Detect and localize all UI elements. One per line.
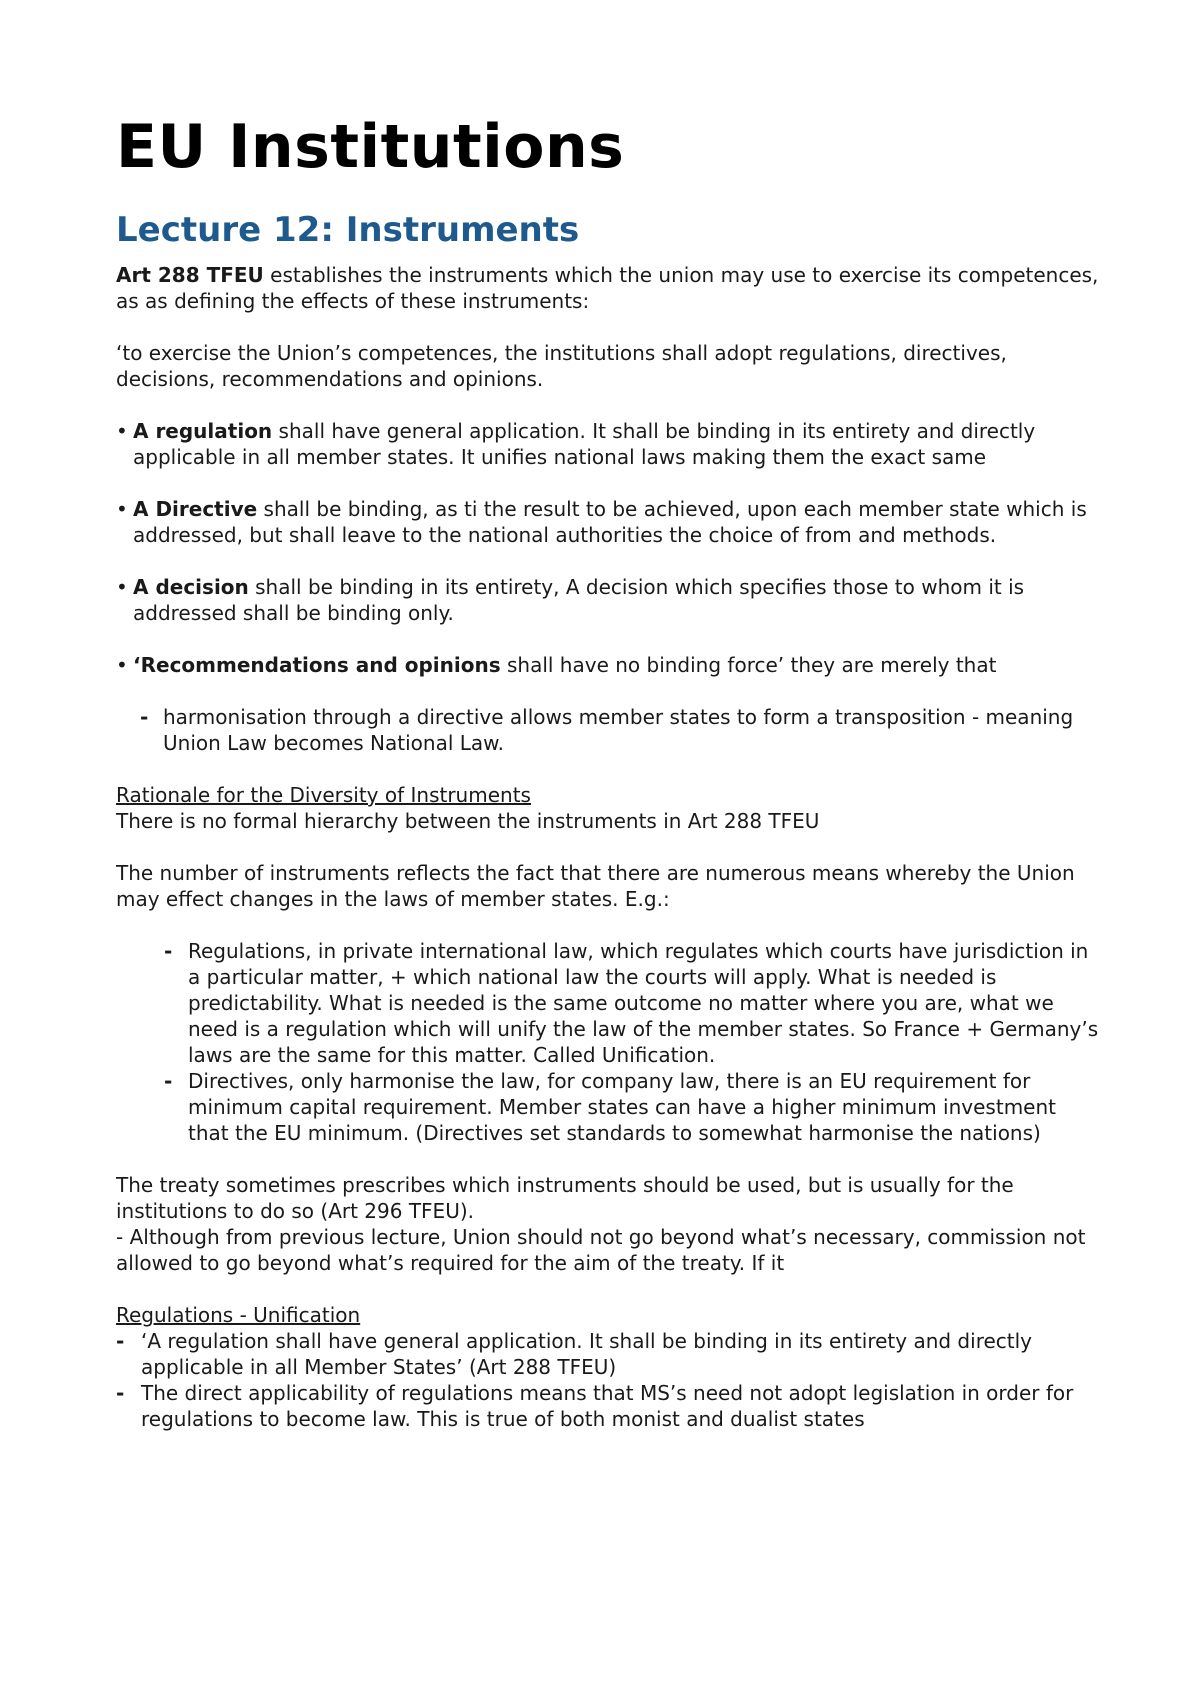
intro-text: establishes the instruments which the union may use to exercise its competences, as as defining the effects of these instruments:: [116, 263, 1099, 313]
dash-icon: -: [140, 705, 149, 729]
bullet-item-recommendations: [116, 652, 1101, 678]
sub-point-harmonisation: [116, 704, 1101, 756]
bullet-bold: A regulation: [133, 419, 273, 443]
regulations-item-general-application: [116, 1328, 1101, 1380]
bullet-icon: •: [116, 497, 128, 521]
bullet-item-directive: [116, 496, 1101, 548]
rationale-item-text: Regulations, in private international law, which regulates which courts have jurisdiction in a particular matter, + which national law the courts will apply. What is needed is predictability. What is needed is the same outcome no matter where you are, what we need is a regulation which will unify the law of the member states. So France + Germany’s laws are the same for this matter. Called Unification.: [188, 939, 1099, 1067]
bullet-text: shall be binding in its entirety, A decision which specifies those to whom it is addressed shall be binding only.: [133, 575, 1025, 625]
rationale-item-regulations: [116, 938, 1101, 1068]
bullet-icon: •: [116, 653, 128, 677]
bullet-icon: •: [116, 575, 128, 599]
document-body: [116, 262, 1101, 1432]
document-title: EU Institutions: [116, 112, 625, 182]
intro-bold: Art 288 TFEU: [116, 263, 264, 287]
bullet-text: shall be binding, as ti the result to be achieved, upon each member state which is addressed, but shall leave to the national authorities the choice of from and methods.: [133, 497, 1087, 547]
bullet-item-regulation: [116, 418, 1101, 470]
regulations-item-text: ‘A regulation shall have general application. It shall be binding in its entirety and directly applicable in all Member States’ (Art 288 TFEU): [141, 1329, 1033, 1379]
bullet-icon: •: [116, 419, 128, 443]
sub-point-text: harmonisation through a directive allows member states to form a transposition - meaning Union Law becomes National Law.: [163, 705, 1074, 755]
treaty-line-2: - Although from previous lecture, Union should not go beyond what’s necessary, commission not allowed to go beyond what’s required for the aim of the treaty. If it: [116, 1225, 1086, 1275]
dash-icon: -: [164, 1069, 173, 1093]
intro-paragraph: [116, 262, 1101, 314]
bullet-text: shall have no binding force’ they are merely that: [500, 653, 997, 677]
lecture-heading: Lecture 12: Instruments: [116, 210, 580, 250]
quote-paragraph: ‘to exercise the Union’s competences, the institutions shall adopt regulations, directives, decisions, recommendations and opinions.: [116, 341, 1007, 391]
rationale-heading: Rationale for the Diversity of Instruments: [116, 783, 531, 807]
dash-icon: -: [116, 1381, 125, 1405]
rationale-line-1: There is no formal hierarchy between the instruments in Art 288 TFEU: [116, 809, 820, 833]
bullet-text: shall have general application. It shall be binding in its entirety and directly applicable in all member states. It unifies national laws making them the exact same: [133, 419, 1036, 469]
rationale-item-directives: [116, 1068, 1101, 1146]
regulations-item-direct-applicability: [116, 1380, 1101, 1432]
dash-icon: -: [164, 939, 173, 963]
regulations-heading: Regulations - Unification: [116, 1303, 361, 1327]
rationale-line-2: The number of instruments reflects the fact that there are numerous means whereby the Union may effect changes in the laws of member states. E.g.:: [116, 861, 1075, 911]
treaty-line-1: The treaty sometimes prescribes which instruments should be used, but is usually for the institutions to do so (Art 296 TFEU).: [116, 1173, 1014, 1223]
rationale-item-text: Directives, only harmonise the law, for company law, there is an EU requirement for minimum capital requirement. Member states can have a higher minimum investment that the EU minimum. (Directives set standards to somewhat harmonise the nations): [188, 1069, 1056, 1145]
dash-icon: -: [116, 1329, 125, 1353]
regulations-item-text: The direct applicability of regulations means that MS’s need not adopt legislation in order for regulations to become law. This is true of both monist and dualist states: [141, 1381, 1074, 1431]
bullet-item-decision: [116, 574, 1101, 626]
bullet-bold: ‘Recommendations and opinions: [133, 653, 501, 677]
bullet-bold: A decision: [133, 575, 249, 599]
bullet-bold: A Directive: [133, 497, 258, 521]
